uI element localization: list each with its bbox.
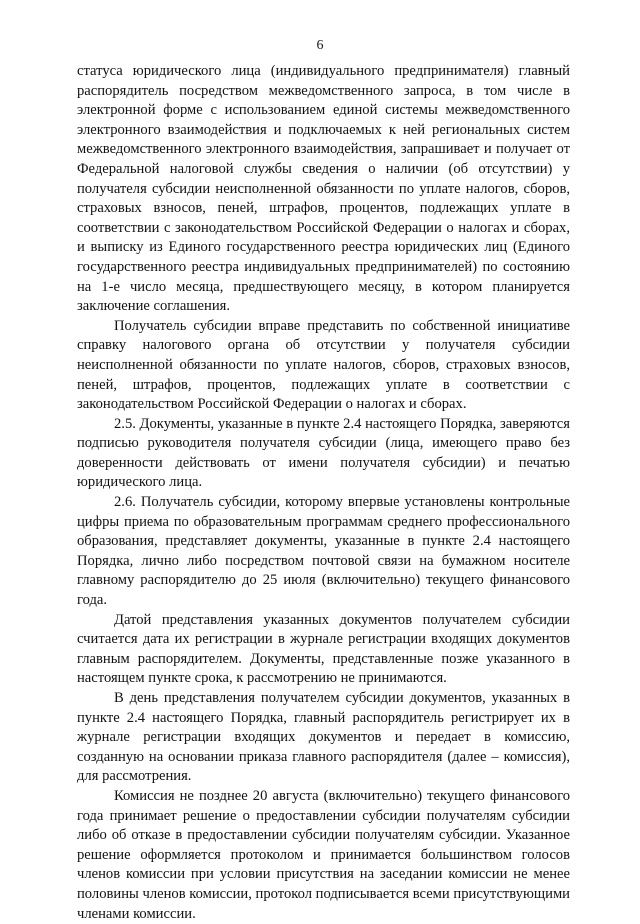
- paragraph-continuation: статуса юридического лица (индивидуального предпринимателя) главный распорядитель посредством межведомственного запроса, в том числе в электронной форме с использованием единой системы межведомственного электронного взаимодействия и подключаемых к ней региональных систем межведомственного электронного взаимодействия, запрашивает и получает от Федеральной налоговой службы сведения о наличии (об отсутствии) у получателя субсидии неисполненной обязанности по уплате налогов, сборов, страховых взносов, пеней, штрафов, процентов, подлежащих уплате в соответствии с законодательством Российской Федерации о налогах и сборах, и выписку из Единого государственного реестра юридических лиц (Единого государственного реестра индивидуальных предпринимателей) по состоянию на 1-е число месяца, предшествующего месяцу, в котором планируется заключение соглашения.: [77, 63, 570, 315]
- document-body: [77, 62, 570, 924]
- paragraph-2-6: 2.6. Получатель субсидии, которому впервые установлены контрольные цифры приема по образовательным программам среднего профессионального образования, представляет документы, указанные в пункте 2.4 настоящего Порядка, лично либо посредством почтовой связи на бумажном носителе главному распорядителю до 25 июля (включительно) текущего финансового года.: [77, 494, 570, 609]
- paragraph-submission-date: Датой представления указанных документов получателем субсидии считается дата их регистрации в журнале регистрации входящих документов главным распорядителем. Документы, представленные позже указанного в настоящем пункте срока, к рассмотрению не принимаются.: [77, 611, 570, 687]
- page-number: 6: [316, 38, 324, 53]
- paragraph-commission-decision: Комиссия не позднее 20 августа (включительно) текущего финансового года принимает решение о предоставлении субсидии получателям субсидии либо об отказе в предоставлении субсидии получателям субсидии. Указанное решение оформляется протоколом и принимается большинством голосов членов комиссии при условии присутствия на заседании комиссии не менее половины членов комиссии, протокол подписывается всеми присутствующими членами комиссии.: [77, 787, 570, 922]
- paragraph-2-5: 2.5. Документы, указанные в пункте 2.4 настоящего Порядка, заверяются подписью руководителя получателя субсидии (лица, имеющего право без доверенности действовать от имени получателя субсидии) и печатью юридического лица.: [77, 415, 570, 491]
- paragraph-tax-certificate: Получатель субсидии вправе представить по собственной инициативе справку налогового органа об отсутствии у получателя субсидии неисполненной обязанности по уплате налогов, сборов, страховых взносов, пеней, штрафов, процентов, подлежащих уплате в соответствии с законодательством Российской Федерации о налогах и сборах.: [77, 317, 570, 413]
- paragraph-registration: В день представления получателем субсидии документов, указанных в пункте 2.4 настоящего Порядка, главный распорядитель регистрирует их в журнале регистрации входящих документов и передает в комиссию, созданную на основании приказа главного распорядителя (далее – комиссия), для рассмотрения.: [77, 690, 570, 785]
